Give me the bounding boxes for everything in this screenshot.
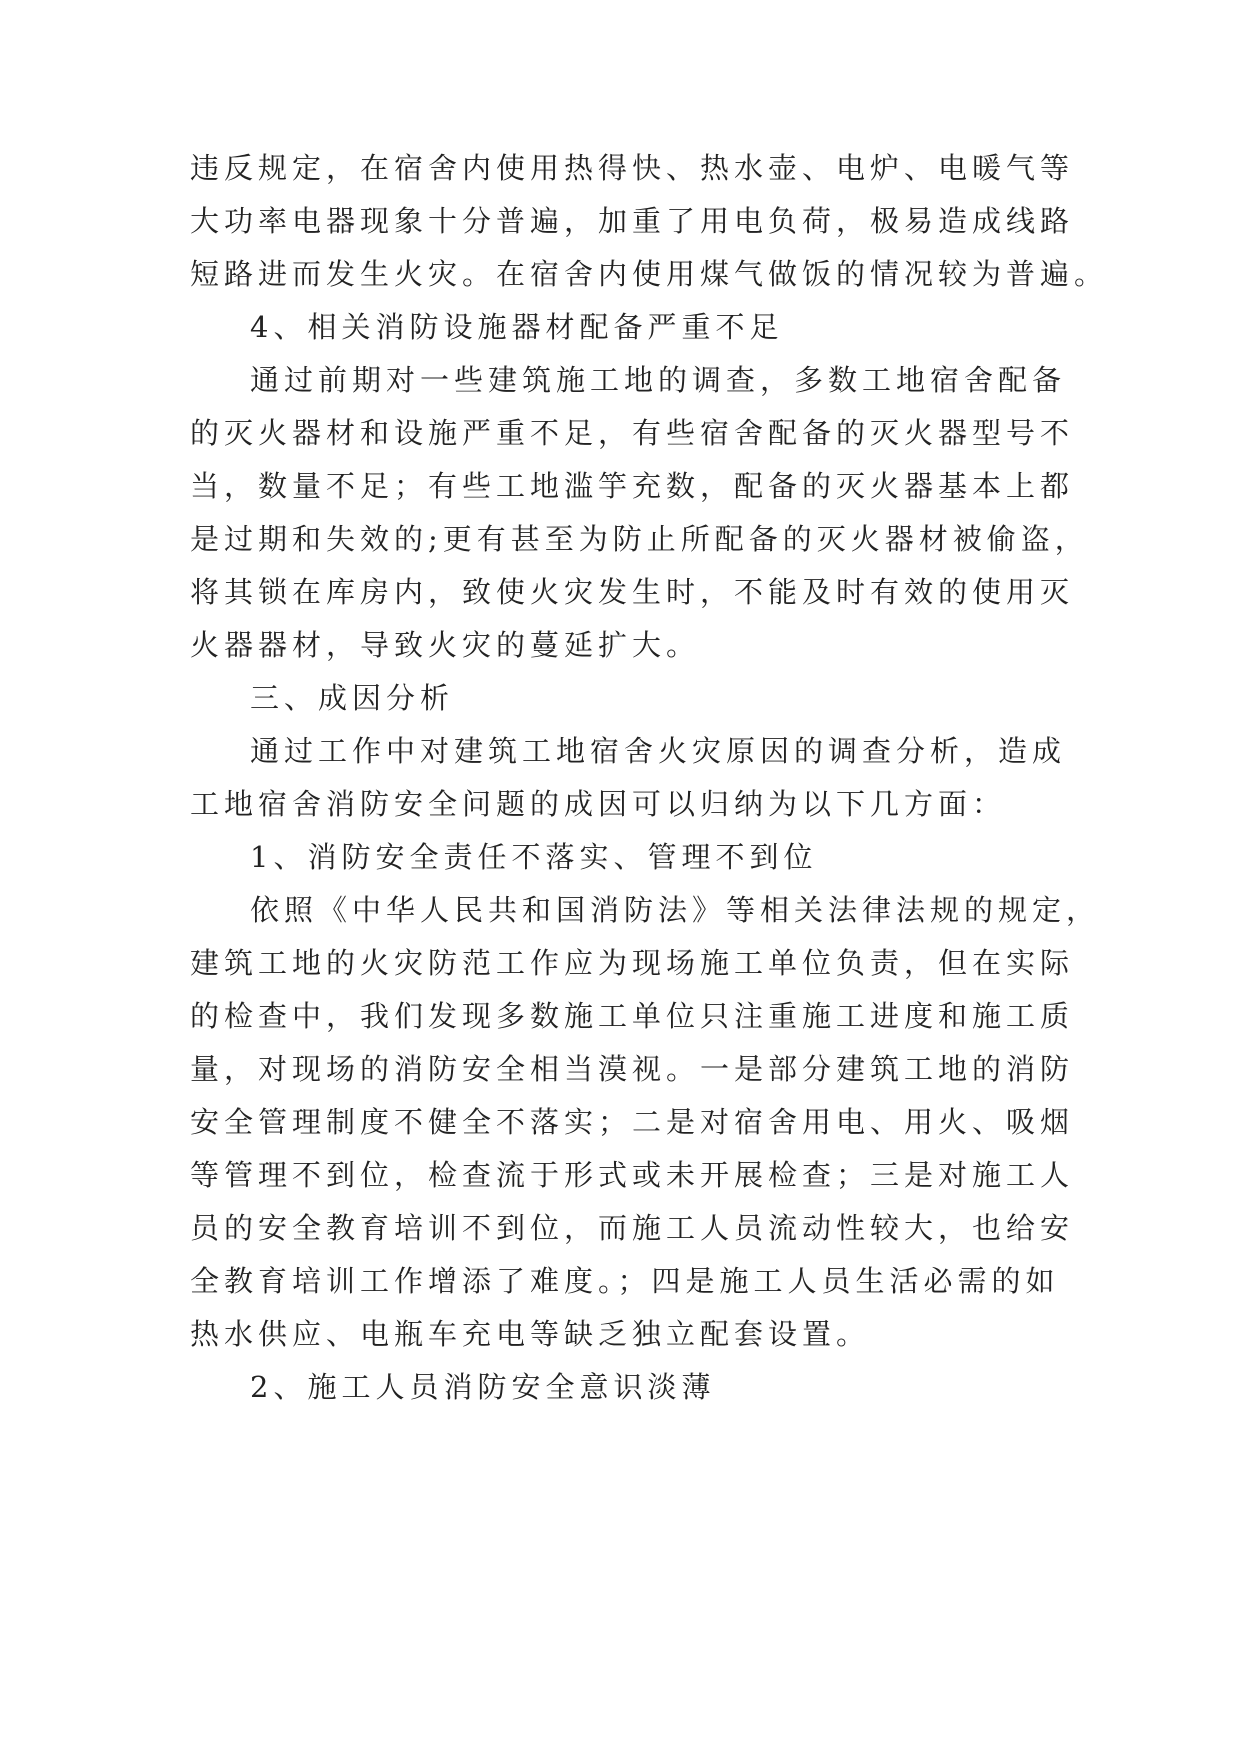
- text-line-9: 将其锁在库房内，致使火灾发生时，不能及时有效的使用灭: [190, 575, 1075, 609]
- text-line-7: 当，数量不足；有些工地滥竽充数，配备的灭火器基本上都: [190, 469, 1075, 503]
- text-line-6: 的灭火器材和设施严重不足，有些宿舍配备的灭火器型号不: [190, 416, 1075, 450]
- section-heading-1: 1、消防安全责任不落实、管理不到位: [250, 840, 818, 874]
- text-line-13: 工地宿舍消防安全问题的成因可以归纳为以下几方面：: [190, 787, 1007, 821]
- text-line-22: 全教育培训工作增添了难度。；四是施工人员生活必需的如: [190, 1264, 1060, 1298]
- section-heading-4: 4、相关消防设施器材配备严重不足: [250, 310, 784, 344]
- text-line-12: 通过工作中对建筑工地宿舍火灾原因的调查分析，造成: [250, 734, 1067, 768]
- text-line-17: 的检查中，我们发现多数施工单位只注重施工进度和施工质: [190, 999, 1075, 1033]
- text-line-5: 通过前期对一些建筑施工地的调查，多数工地宿舍配备: [250, 363, 1067, 397]
- section-heading-causes: 三、成因分析: [250, 681, 455, 715]
- text-line-19: 安全管理制度不健全不落实；二是对宿舍用电、用火、吸烟: [190, 1105, 1075, 1139]
- text-line-2: 大功率电器现象十分普遍，加重了用电负荷，极易造成线路: [190, 204, 1075, 238]
- text-line-21: 员的安全教育培训不到位，而施工人员流动性较大，也给安: [190, 1211, 1075, 1245]
- text-line-18: 量，对现场的消防安全相当漠视。一是部分建筑工地的消防: [190, 1052, 1075, 1086]
- text-line-16: 建筑工地的火灾防范工作应为现场施工单位负责，但在实际: [190, 946, 1075, 980]
- section-heading-2: 2、施工人员消防安全意识淡薄: [250, 1370, 716, 1404]
- text-line-3: 短路进而发生火灾。在宿舍内使用煤气做饭的情况较为普遍。: [190, 257, 1109, 291]
- text-line-1: 违反规定，在宿舍内使用热得快、热水壶、电炉、电暖气等: [190, 151, 1075, 185]
- text-line-8: 是过期和失效的;更有甚至为防止所配备的灭火器材被偷盗，: [190, 522, 1089, 556]
- text-line-15: 依照《中华人民共和国消防法》等相关法律法规的规定，: [250, 893, 1101, 927]
- text-line-23: 热水供应、电瓶车充电等缺乏独立配套设置。: [190, 1317, 871, 1351]
- text-line-20: 等管理不到位，检查流于形式或未开展检查；三是对施工人: [190, 1158, 1075, 1192]
- text-line-10: 火器器材，导致火灾的蔓延扩大。: [190, 628, 701, 662]
